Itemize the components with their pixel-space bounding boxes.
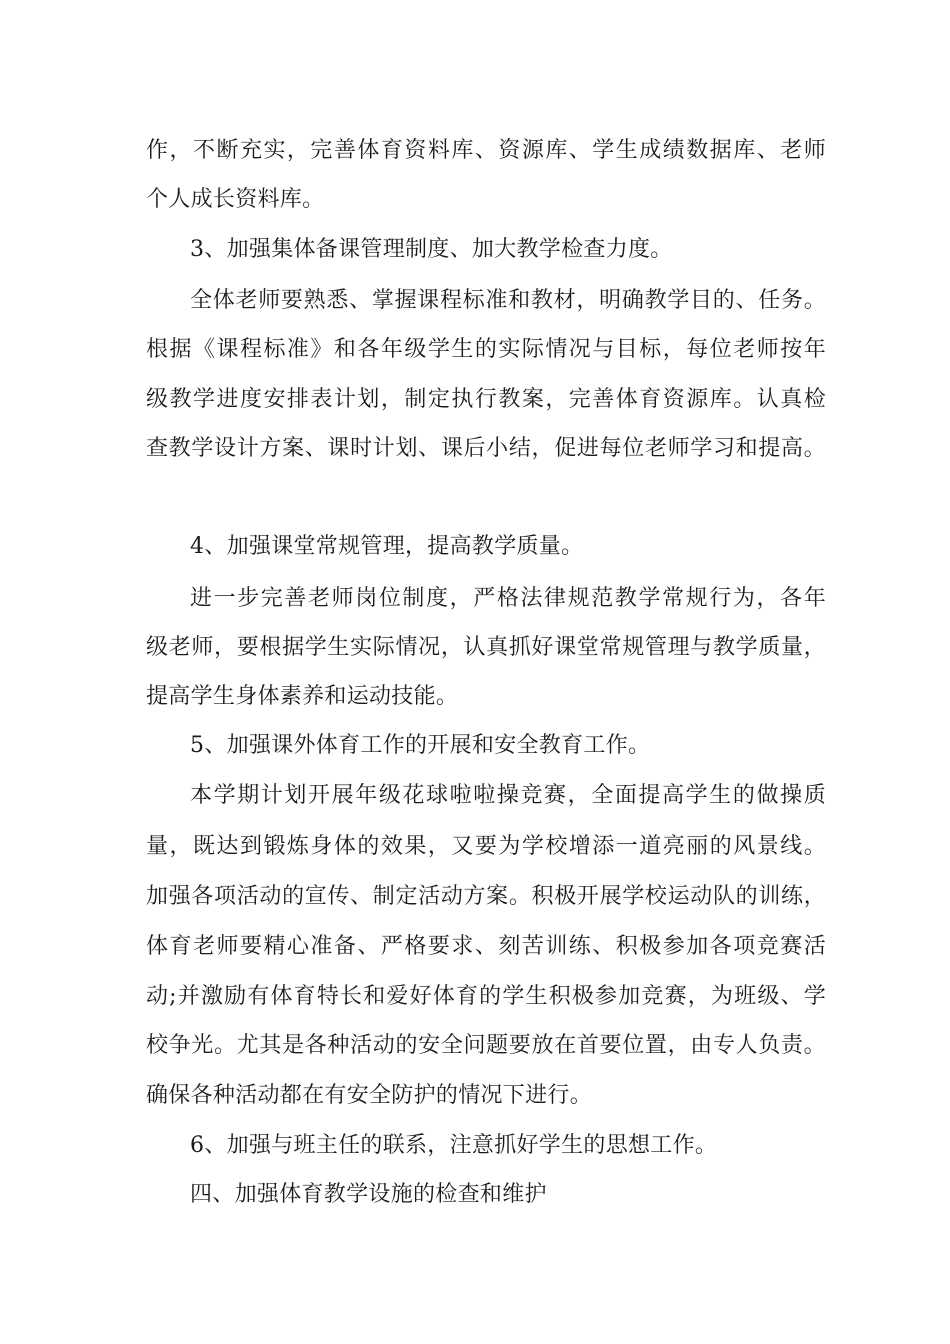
text-line: 全体老师要熟悉、掌握课程标准和教材，明确教学目的、任务。 (190, 288, 826, 313)
text-line: 量，既达到锻炼身体的效果，又要为学校增添一道亮丽的风景线。 (146, 834, 826, 859)
text-line: 动;并激励有体育特长和爱好体育的学生积极参加竞赛，为班级、学 (146, 984, 826, 1009)
text-line: 加强各项活动的宣传、制定活动方案。积极开展学校运动队的训练， (146, 884, 826, 909)
text-line: 体育老师要精心准备、严格要求、刻苦训练、积极参加各项竞赛活 (146, 934, 826, 959)
text-line: 提高学生身体素养和运动技能。 (146, 684, 459, 709)
text-line: 级教学进度安排表计划，制定执行教案，完善体育资源库。认真检 (146, 387, 826, 412)
text-line: 查教学设计方案、课时计划、课后小结，促进每位老师学习和提高。 (146, 436, 826, 461)
text-line: 作，不断充实，完善体育资料库、资源库、学生成绩数据库、老师 (146, 138, 826, 163)
text-line: 确保各种活动都在有安全防护的情况下进行。 (146, 1083, 593, 1108)
text-line: 本学期计划开展年级花球啦啦操竞赛，全面提高学生的做操质 (190, 783, 826, 808)
section-heading-4: 4、加强课堂常规管理，提高教学质量。 (190, 534, 584, 559)
text-line: 进一步完善老师岗位制度，严格法律规范教学常规行为，各年 (190, 586, 826, 611)
section-heading-5: 5、加强课外体育工作的开展和安全教育工作。 (190, 733, 651, 758)
text-line: 级老师，要根据学生实际情况，认真抓好课堂常规管理与教学质量， (146, 635, 826, 660)
section-heading-3: 3、加强集体备课管理制度、加大教学检查力度。 (190, 237, 673, 262)
text-line: 根据《课程标准》和各年级学生的实际情况与目标，每位老师按年 (146, 337, 826, 362)
section-heading-four: 四、加强体育教学设施的检查和维护 (190, 1182, 547, 1207)
text-line: 个人成长资料库。 (146, 187, 325, 212)
section-heading-6: 6、加强与班主任的联系，注意抓好学生的思想工作。 (190, 1133, 718, 1158)
text-line: 校争光。尤其是各种活动的安全问题要放在首要位置，由专人负责。 (146, 1033, 826, 1058)
